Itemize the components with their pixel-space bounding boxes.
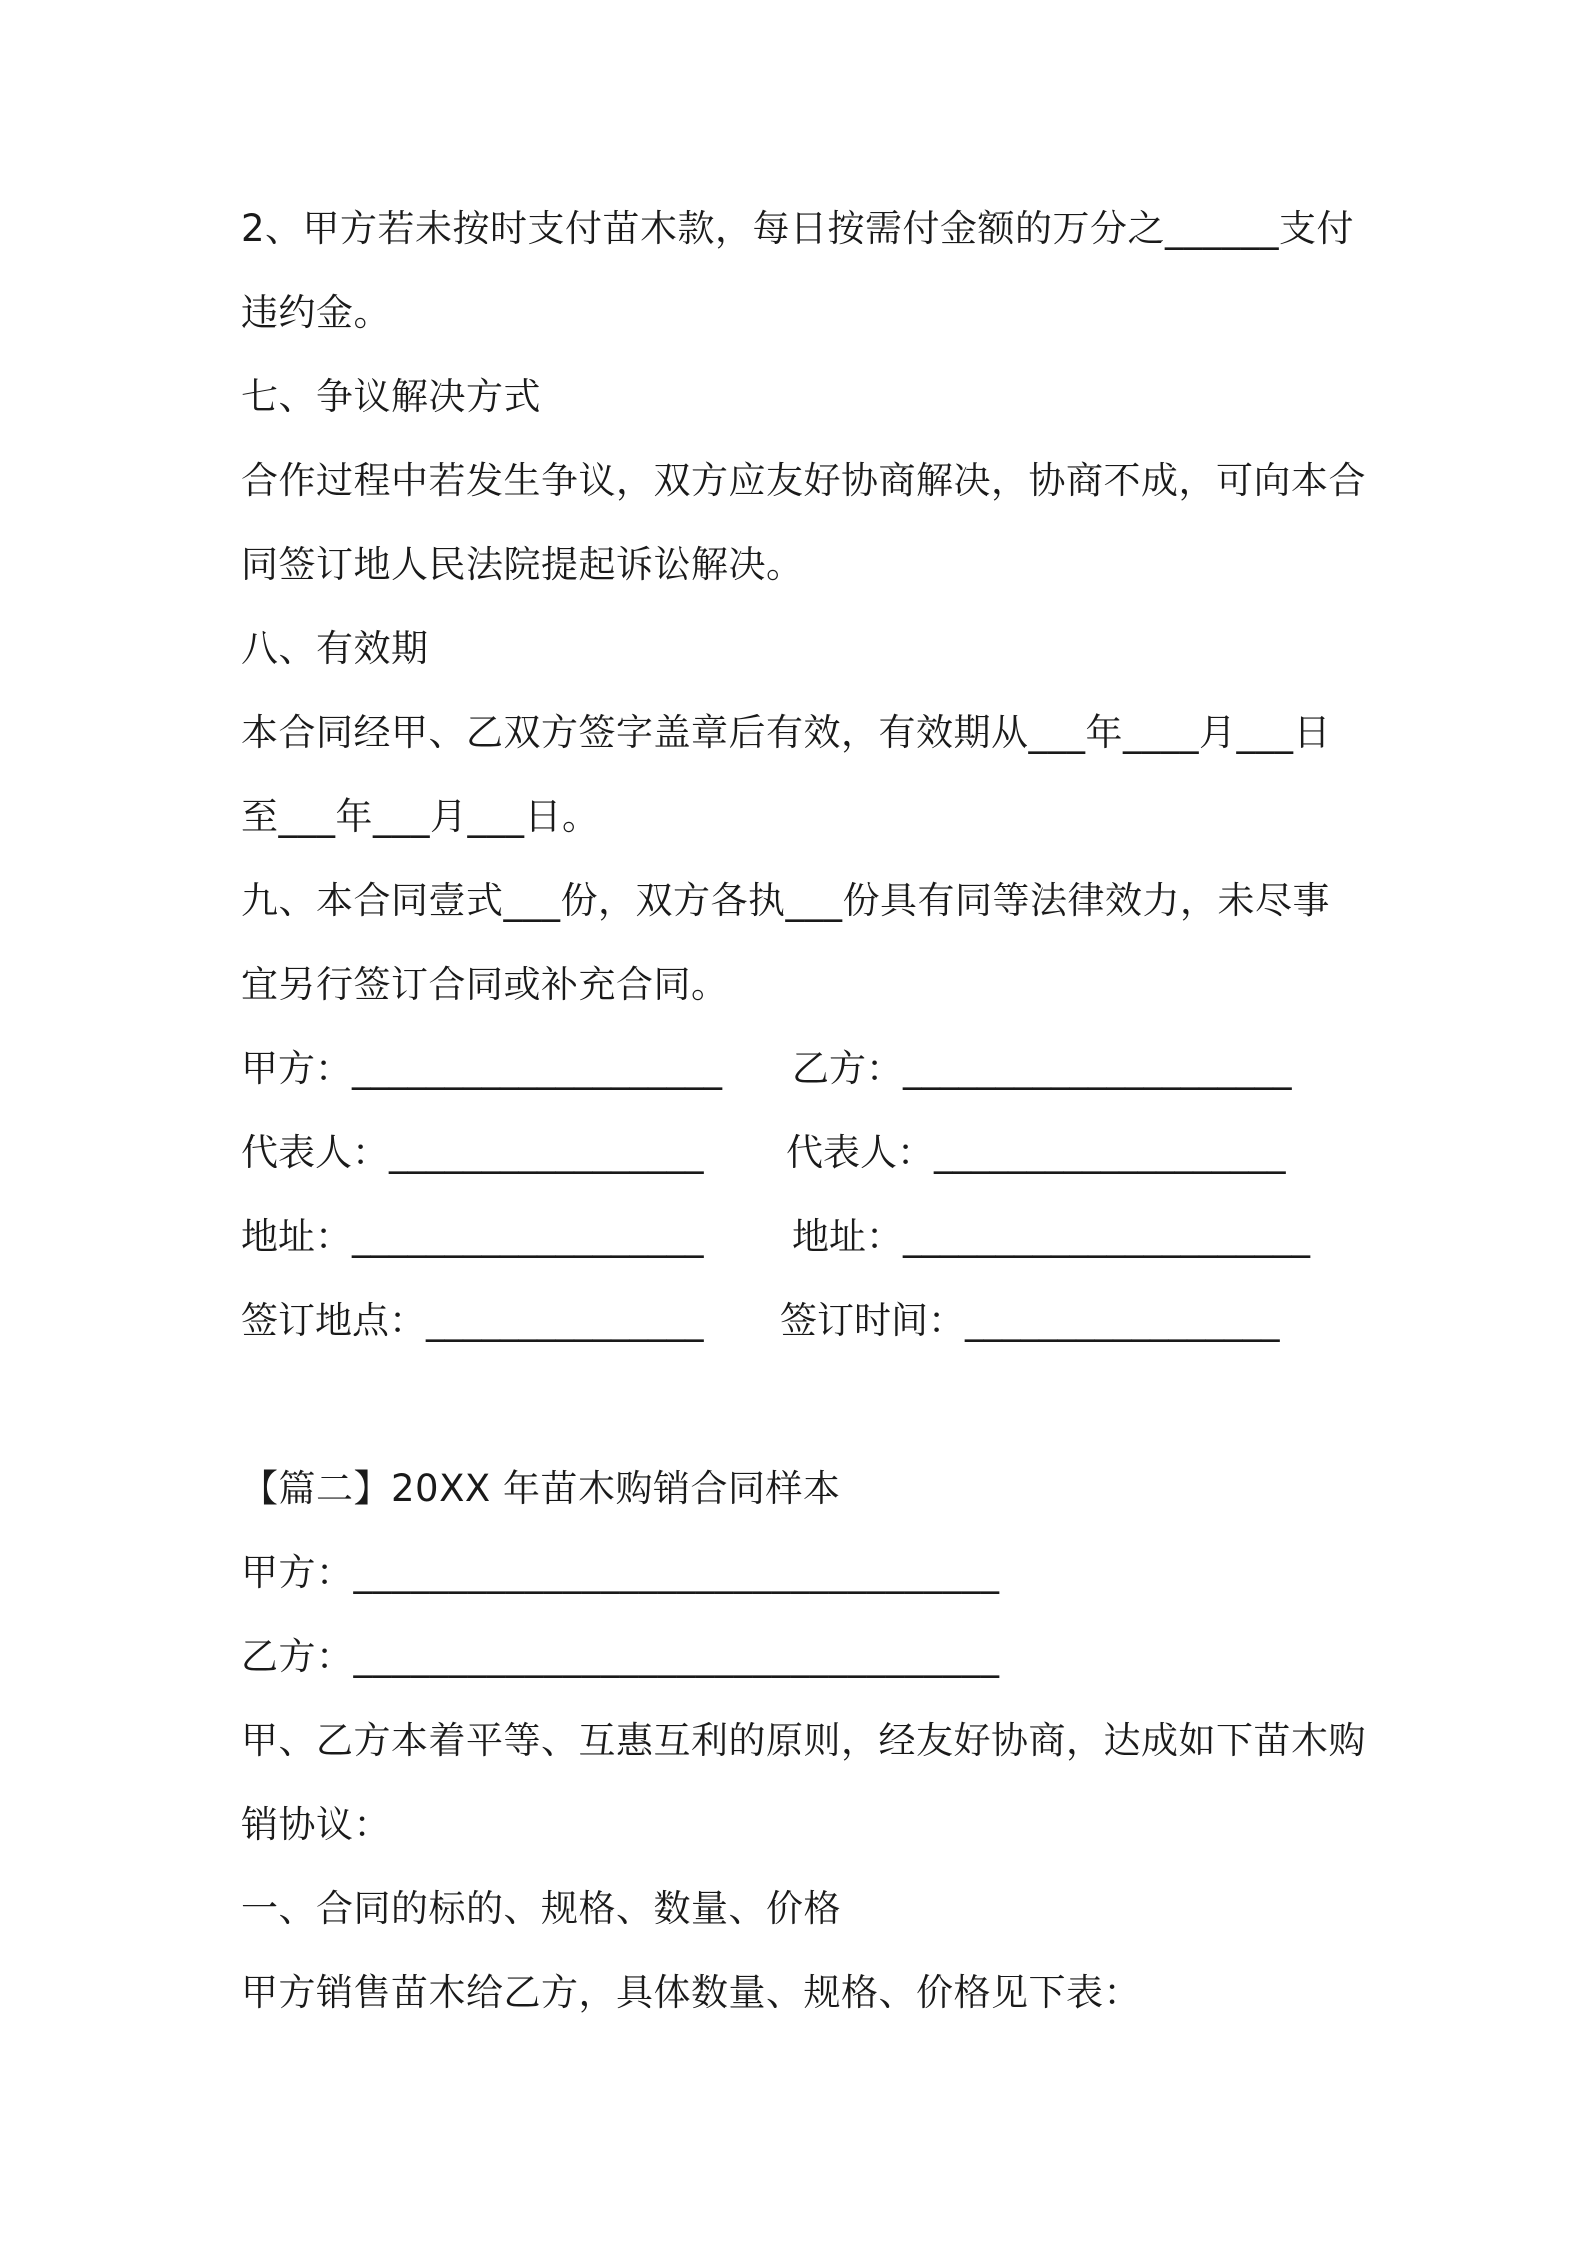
paragraph-line: 本合同经甲、乙双方签字盖章后有效，有效期从___年____月___日 (241, 711, 1331, 754)
paragraph-line: 同签订地人民法院提起诉讼解决。 (241, 543, 804, 586)
paragraph-line: 宜另行签订合同或补充合同。 (241, 963, 729, 1006)
paragraph-line: 甲方销售苗木给乙方，具体数量、规格、价格见下表： (241, 1971, 1141, 2014)
paragraph-line: 2、甲方若未按时支付苗木款，每日按需付金额的万分之______支付 (241, 207, 1355, 250)
paragraph-line: 甲、乙方本着平等、互惠互利的原则，经友好协商，达成如下苗木购 (241, 1719, 1366, 1762)
section-heading: 一、合同的标的、规格、数量、价格 (241, 1887, 841, 1930)
paragraph-line: 合作过程中若发生争议，双方应友好协商解决，协商不成，可向本合 (241, 459, 1366, 502)
paragraph-line: 违约金。 (241, 291, 391, 334)
signature-place: 签订地点：_______________ (241, 1299, 704, 1342)
signature-party-a: 甲方：____________________ (241, 1047, 722, 1090)
signature-rep-a: 代表人：_________________ (241, 1131, 704, 1174)
signature-party-b: 乙方：_____________________ (792, 1047, 1292, 1090)
party-b-field: 乙方：__________________________________ (241, 1635, 1000, 1678)
signature-time: 签订时间：_________________ (780, 1299, 1280, 1342)
paragraph-line: 至___年___月___日。 (241, 795, 600, 838)
paragraph-line: 销协议： (241, 1803, 391, 1846)
section-heading: 八、有效期 (241, 627, 429, 670)
party-a-field: 甲方：__________________________________ (241, 1551, 1000, 1594)
section-heading: 七、争议解决方式 (241, 375, 541, 418)
signature-rep-b: 代表人：___________________ (786, 1131, 1286, 1174)
paragraph-line: 九、本合同壹式___份，双方各执___份具有同等法律效力，未尽事 (241, 879, 1330, 922)
section-title: 【篇二】20XX 年苗木购销合同样本 (241, 1467, 841, 1510)
signature-address-a: 地址：___________________ (241, 1215, 704, 1258)
signature-address-b: 地址：______________________ (792, 1215, 1310, 1258)
